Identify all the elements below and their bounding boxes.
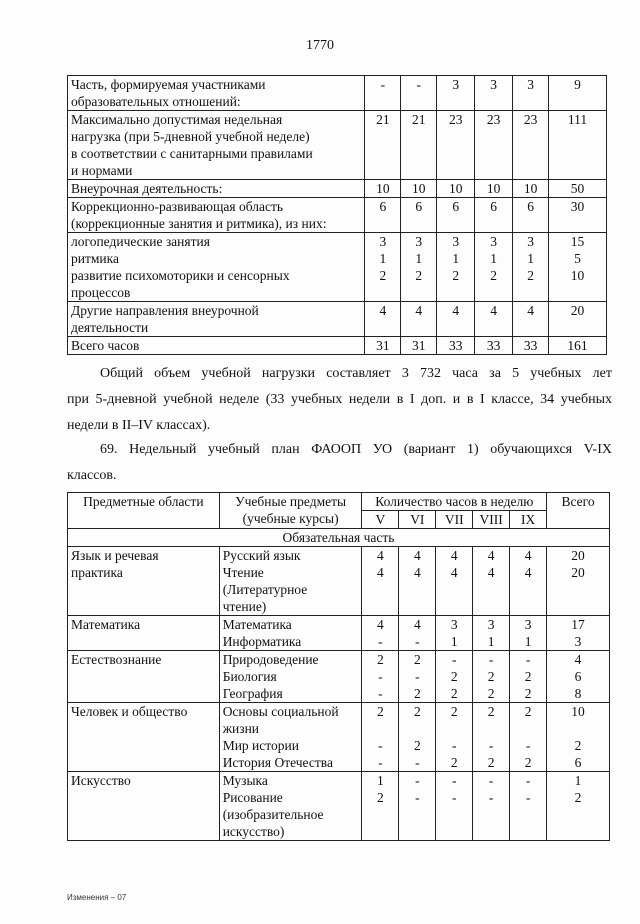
row-label bbox=[68, 76, 365, 111]
subject-line: Мир истории bbox=[222, 738, 299, 753]
grade-value: 6 bbox=[513, 198, 549, 233]
grade-hours-value: - bbox=[488, 738, 494, 753]
row-label-line: логопедические занятия bbox=[71, 234, 210, 249]
grade-hours-value: 2 bbox=[450, 669, 458, 684]
subject-area bbox=[68, 772, 220, 841]
total-hours-value: 17 bbox=[571, 617, 585, 632]
footer-note: Изменения – 07 bbox=[67, 893, 127, 902]
row-label bbox=[68, 233, 365, 302]
grade-hours-value: - bbox=[378, 738, 383, 753]
row-label bbox=[68, 111, 365, 180]
subject-area-line: Язык и речевая bbox=[71, 548, 159, 563]
subject-line: (изобразительное bbox=[222, 807, 324, 822]
grade-hours bbox=[436, 616, 473, 651]
grade-value-line: 3 bbox=[379, 234, 387, 249]
header-subjects-line: (учебные курсы) bbox=[242, 511, 339, 526]
subjects-cell bbox=[219, 651, 362, 703]
grade-hours-value: 4 bbox=[524, 548, 532, 563]
table-row bbox=[68, 547, 610, 616]
row-label-line: образовательных отношений: bbox=[71, 94, 241, 109]
subject-line: (Литературное bbox=[222, 582, 308, 597]
grade-value: 33 bbox=[437, 337, 475, 355]
row-label-line: Максимально допустимая недельная bbox=[71, 112, 283, 127]
grade-hours bbox=[399, 703, 436, 772]
grade-value: 6 bbox=[437, 198, 475, 233]
total-hours-value: 8 bbox=[574, 686, 582, 701]
grade-value-line: 1 bbox=[415, 251, 423, 266]
subjects-cell bbox=[219, 772, 362, 841]
row-label-line: (коррекционные занятия и ритмика), из них: bbox=[71, 216, 327, 231]
grade-value-line: 1 bbox=[527, 251, 534, 266]
subject-line: Русский язык bbox=[222, 548, 301, 563]
subject-area bbox=[68, 547, 220, 616]
row-label-line: Внеурочная деятельность: bbox=[71, 181, 223, 196]
row-label-line: деятельности bbox=[71, 320, 149, 335]
subject-line: Биология bbox=[222, 669, 277, 684]
subject-area bbox=[68, 616, 220, 651]
grade-value: 21 bbox=[365, 111, 401, 180]
row-label-line: развитие психомоторики и сенсорных bbox=[71, 268, 290, 283]
grade-value: 23 bbox=[513, 111, 549, 180]
row-label-line: ритмика bbox=[71, 251, 119, 266]
grade-hours-value: - bbox=[488, 773, 494, 788]
row-label-line: Другие направления внеурочной bbox=[71, 303, 259, 318]
grade-value: 6 bbox=[365, 198, 401, 233]
grade-value-line: 1 bbox=[490, 251, 498, 266]
grade-hours bbox=[362, 651, 399, 703]
subjects-cell bbox=[219, 703, 362, 772]
subject-area-line: Искусство bbox=[71, 773, 131, 788]
row-label-line: Коррекционно-развивающая область bbox=[71, 199, 284, 214]
grade-hours-value: 4 bbox=[377, 617, 384, 632]
grade-hours-value: - bbox=[488, 652, 494, 667]
table-row bbox=[68, 302, 607, 337]
subject-line: чтение) bbox=[222, 599, 267, 614]
grade-hours-value: 2 bbox=[377, 704, 384, 719]
weekly-hours-table-continued bbox=[67, 75, 607, 355]
header-total: Всего bbox=[547, 493, 610, 529]
grade-hours-value: 2 bbox=[413, 686, 421, 701]
total-hours-value: 20 bbox=[571, 548, 585, 563]
subject-area-line: Естествознание bbox=[71, 652, 162, 667]
total-hours-value: 6 bbox=[574, 669, 582, 684]
total-hours bbox=[547, 616, 610, 651]
total-hours bbox=[547, 772, 610, 841]
subject-line: Рисование bbox=[222, 790, 283, 805]
grade-hours-value: 4 bbox=[413, 548, 421, 563]
row-label bbox=[68, 198, 365, 233]
total-hours-value: 2 bbox=[574, 738, 582, 753]
grade-hours bbox=[473, 651, 510, 703]
grade-hours bbox=[436, 772, 473, 841]
grade-hours-value: - bbox=[525, 773, 531, 788]
grade-value: 10 bbox=[365, 180, 401, 198]
grade-hours bbox=[510, 772, 547, 841]
grade-value: 31 bbox=[401, 337, 437, 355]
grade-value: 21 bbox=[401, 111, 437, 180]
total-value-line: 5 bbox=[574, 251, 581, 266]
grade-value-line: 3 bbox=[527, 234, 534, 249]
grade-value: 23 bbox=[475, 111, 513, 180]
grade-hours-value: 4 bbox=[377, 548, 384, 563]
weekly-plan-table-v-ix bbox=[67, 492, 610, 841]
grade-value-line: 2 bbox=[452, 268, 460, 283]
header-hours: Количество часов в неделю bbox=[362, 493, 547, 511]
grade-hours-value: 4 bbox=[377, 565, 384, 580]
grade-value-line: 3 bbox=[452, 234, 460, 249]
grade-value-line: 2 bbox=[415, 268, 423, 283]
subject-area-line: Человек и общество bbox=[71, 704, 188, 719]
grade-hours-value: - bbox=[451, 773, 457, 788]
table-row bbox=[68, 651, 610, 703]
grade-hours bbox=[399, 651, 436, 703]
subject-line: Основы социальной bbox=[222, 704, 339, 719]
grade-hours bbox=[473, 616, 510, 651]
table-row bbox=[68, 180, 607, 198]
grade-hours-value: 2 bbox=[413, 704, 421, 719]
header-areas: Предметные области bbox=[68, 493, 220, 529]
total-value bbox=[549, 233, 607, 302]
subject-area bbox=[68, 703, 220, 772]
grade-hours bbox=[473, 547, 510, 616]
row-label-line: в соответствии с санитарными правилами bbox=[71, 146, 313, 161]
grade-hours bbox=[399, 547, 436, 616]
subject-line: Природоведение bbox=[222, 652, 319, 667]
total-hours-value: 3 bbox=[574, 634, 582, 649]
grade-value bbox=[475, 233, 513, 302]
total-hours-value: 6 bbox=[574, 755, 582, 770]
total-hours-value: 10 bbox=[571, 704, 585, 719]
row-label-line: нагрузка (при 5-дневной учебной неделе) bbox=[71, 129, 310, 144]
grade-hours bbox=[510, 547, 547, 616]
paragraph-line: недели в II–IV классах). bbox=[67, 418, 211, 433]
grade-hours-value: 4 bbox=[450, 565, 458, 580]
header-grade: VII bbox=[436, 511, 473, 529]
total-value: 50 bbox=[549, 180, 607, 198]
grade-hours-value: 2 bbox=[413, 738, 421, 753]
grade-hours-value: 4 bbox=[450, 548, 458, 563]
subject-line: Математика bbox=[222, 617, 292, 632]
page-number: 1770 bbox=[306, 38, 334, 53]
grade-hours-value: - bbox=[525, 738, 531, 753]
grade-hours-value: - bbox=[451, 738, 457, 753]
grade-hours bbox=[510, 616, 547, 651]
total-hours bbox=[547, 651, 610, 703]
table-row bbox=[68, 233, 607, 302]
grade-value: 31 bbox=[365, 337, 401, 355]
total-value: 30 bbox=[549, 198, 607, 233]
grade-value-line: 3 bbox=[490, 234, 498, 249]
grade-value: - bbox=[365, 76, 401, 111]
subject-line: История Отечества bbox=[222, 755, 333, 770]
header-grade: VIII bbox=[473, 511, 510, 529]
grade-hours-value: 2 bbox=[487, 704, 495, 719]
paragraph-section-69 bbox=[67, 437, 612, 489]
grade-value: 4 bbox=[513, 302, 549, 337]
grade-hours-value: 1 bbox=[524, 634, 532, 649]
subject-area bbox=[68, 651, 220, 703]
grade-hours-value: 4 bbox=[524, 565, 532, 580]
grade-hours-value: 2 bbox=[450, 704, 458, 719]
header-grade: IX bbox=[510, 511, 547, 529]
grade-value bbox=[513, 233, 549, 302]
row-label bbox=[68, 302, 365, 337]
grade-hours-value: 4 bbox=[487, 548, 495, 563]
grade-value: 4 bbox=[365, 302, 401, 337]
grade-hours-value: 1 bbox=[450, 634, 458, 649]
grade-hours-value: 2 bbox=[450, 686, 458, 701]
grade-value: 33 bbox=[475, 337, 513, 355]
grade-value-line: 2 bbox=[490, 268, 498, 283]
row-label-line: процессов bbox=[71, 285, 131, 300]
table-row bbox=[68, 337, 607, 355]
header-grade: VI bbox=[399, 511, 436, 529]
grade-hours-value: 2 bbox=[487, 755, 495, 770]
grade-value: 23 bbox=[437, 111, 475, 180]
grade-hours-value: 2 bbox=[487, 669, 495, 684]
grade-value: 3 bbox=[437, 76, 475, 111]
grade-hours bbox=[362, 772, 399, 841]
row-label bbox=[68, 337, 365, 355]
grade-hours-value: 4 bbox=[487, 565, 495, 580]
grade-hours-value: 2 bbox=[524, 669, 532, 684]
subject-line: Чтение bbox=[222, 565, 264, 580]
grade-hours-value: - bbox=[451, 790, 457, 805]
paragraph-total-load bbox=[67, 361, 612, 439]
grade-hours bbox=[436, 547, 473, 616]
header-subjects bbox=[219, 493, 362, 529]
grade-hours bbox=[362, 616, 399, 651]
table-row bbox=[68, 772, 610, 841]
total-hours-value: 4 bbox=[574, 652, 582, 667]
grade-hours-value: 3 bbox=[487, 617, 495, 632]
grade-hours-value: - bbox=[488, 790, 494, 805]
grade-value-line: 2 bbox=[379, 268, 387, 283]
grade-value-line: 3 bbox=[415, 234, 423, 249]
subjects-cell bbox=[219, 616, 362, 651]
grade-hours-value: 1 bbox=[377, 773, 384, 788]
grade-hours-value: - bbox=[525, 790, 531, 805]
total-value-line: 10 bbox=[570, 268, 585, 283]
total-hours bbox=[547, 703, 610, 772]
total-value: 161 bbox=[549, 337, 607, 355]
grade-hours-value: 2 bbox=[524, 704, 532, 719]
table-row bbox=[68, 703, 610, 772]
grade-value: 10 bbox=[513, 180, 549, 198]
subject-line: искусство) bbox=[222, 824, 285, 839]
grade-hours-value: 3 bbox=[524, 617, 532, 632]
grade-hours bbox=[510, 703, 547, 772]
grade-value: 10 bbox=[437, 180, 475, 198]
grade-value: - bbox=[401, 76, 437, 111]
paragraph-line: 69. Недельный учебный план ФАООП УО (вариант 1) обучающихся V-IX bbox=[100, 442, 612, 457]
grade-value bbox=[401, 233, 437, 302]
grade-hours-value: 2 bbox=[524, 755, 532, 770]
grade-hours-value: - bbox=[415, 634, 420, 649]
row-label-line: и нормами bbox=[71, 163, 133, 178]
grade-value: 4 bbox=[475, 302, 513, 337]
paragraph-line: Общий объем учебной нагрузки составляет 3 732 часа за 5 учебных лет bbox=[100, 366, 612, 381]
grade-hours-value: - bbox=[451, 652, 457, 667]
grade-hours-value: - bbox=[378, 634, 383, 649]
grade-value: 4 bbox=[401, 302, 437, 337]
grade-hours bbox=[473, 703, 510, 772]
row-label bbox=[68, 180, 365, 198]
paragraph-line: при 5-дневной учебной неделе (33 учебных недели в I доп. и в I классе, 34 учебных bbox=[67, 392, 612, 407]
grade-hours-value: - bbox=[415, 790, 420, 805]
subject-line: Информатика bbox=[222, 634, 302, 649]
grade-value-line: 1 bbox=[452, 251, 460, 266]
grade-hours bbox=[362, 547, 399, 616]
grade-hours-value: - bbox=[415, 773, 420, 788]
total-hours-value: 1 bbox=[574, 773, 582, 788]
subject-line: жизни bbox=[222, 721, 260, 736]
total-value: 20 bbox=[549, 302, 607, 337]
grade-hours-value: 1 bbox=[487, 634, 495, 649]
grade-value-line: 2 bbox=[527, 268, 534, 283]
grade-value: 4 bbox=[437, 302, 475, 337]
grade-value bbox=[365, 233, 401, 302]
grade-hours-value: 4 bbox=[413, 565, 421, 580]
grade-value: 3 bbox=[513, 76, 549, 111]
grade-hours-value: 4 bbox=[413, 617, 421, 632]
grade-value: 10 bbox=[475, 180, 513, 198]
subject-line: Музыка bbox=[222, 773, 268, 788]
grade-hours-value: 2 bbox=[487, 686, 495, 701]
grade-hours bbox=[473, 772, 510, 841]
row-label-line: Часть, формируемая участниками bbox=[71, 77, 266, 92]
total-hours bbox=[547, 547, 610, 616]
grade-value: 33 bbox=[513, 337, 549, 355]
mandatory-part-label: Обязательная часть bbox=[68, 529, 610, 547]
grade-hours-value: 3 bbox=[450, 617, 458, 632]
grade-hours-value: 2 bbox=[377, 790, 384, 805]
grade-hours-value: - bbox=[378, 686, 383, 701]
total-hours-value: 2 bbox=[574, 790, 582, 805]
grade-hours-value: 2 bbox=[524, 686, 532, 701]
grade-hours bbox=[436, 651, 473, 703]
grade-hours-value: - bbox=[378, 669, 383, 684]
grade-value: 6 bbox=[475, 198, 513, 233]
grade-hours bbox=[362, 703, 399, 772]
header-subjects-line: Учебные предметы bbox=[235, 494, 347, 509]
table-row bbox=[68, 111, 607, 180]
grade-value: 10 bbox=[401, 180, 437, 198]
grade-hours-value: - bbox=[415, 669, 420, 684]
table-row bbox=[68, 76, 607, 111]
grade-hours bbox=[510, 651, 547, 703]
row-label-line: Всего часов bbox=[71, 338, 140, 353]
subject-line: География bbox=[222, 686, 283, 701]
table-row bbox=[68, 616, 610, 651]
header-grade: V bbox=[362, 511, 399, 529]
grade-hours bbox=[399, 616, 436, 651]
table-row bbox=[68, 198, 607, 233]
total-value: 111 bbox=[549, 111, 607, 180]
grade-value: 3 bbox=[475, 76, 513, 111]
grade-hours-value: - bbox=[415, 755, 420, 770]
grade-value: 6 bbox=[401, 198, 437, 233]
grade-hours-value: 2 bbox=[377, 652, 384, 667]
grade-hours-value: 2 bbox=[450, 755, 458, 770]
total-hours-value: 20 bbox=[571, 565, 585, 580]
grade-hours-value: - bbox=[378, 755, 383, 770]
grade-hours-value: 2 bbox=[413, 652, 421, 667]
paragraph-line: классов. bbox=[67, 468, 117, 483]
grade-hours bbox=[436, 703, 473, 772]
grade-value-line: 1 bbox=[379, 251, 387, 266]
total-value-line: 15 bbox=[570, 234, 585, 249]
total-value: 9 bbox=[549, 76, 607, 111]
subjects-cell bbox=[219, 547, 362, 616]
grade-value bbox=[437, 233, 475, 302]
subject-area-line: практика bbox=[71, 565, 123, 580]
subject-area-line: Математика bbox=[71, 617, 141, 632]
grade-hours-value: - bbox=[525, 652, 531, 667]
grade-hours bbox=[399, 772, 436, 841]
